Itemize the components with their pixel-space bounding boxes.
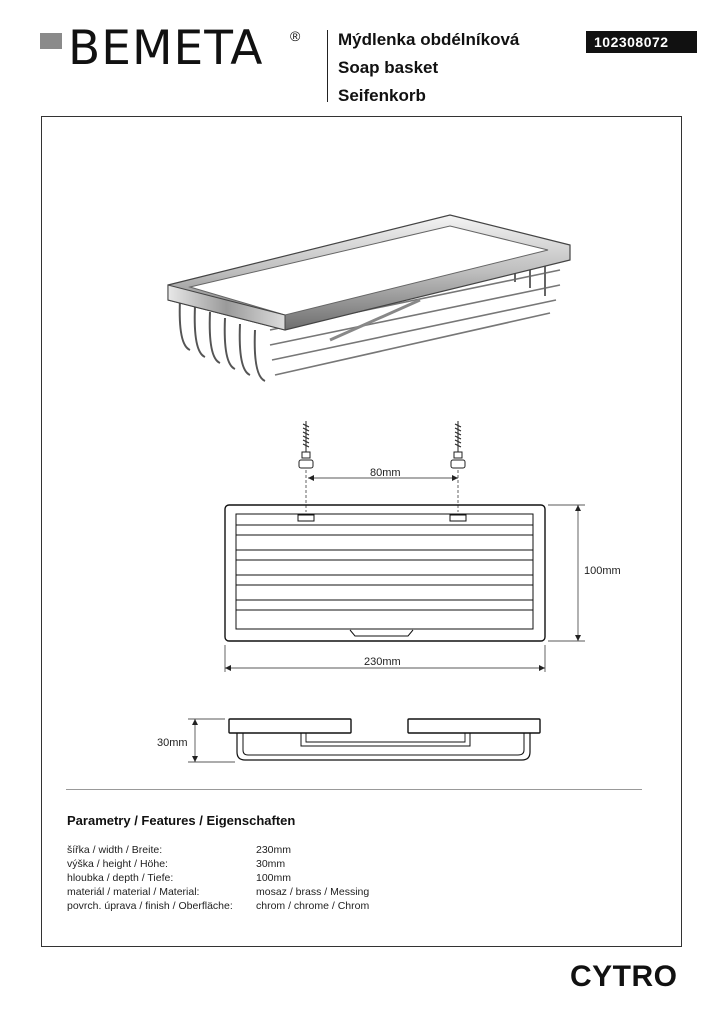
top-view [225, 505, 545, 641]
param-value: 30mm [256, 858, 286, 870]
param-row-finish [67, 899, 456, 913]
brand-name: BEMETA [68, 21, 264, 76]
side-view [229, 719, 540, 760]
mount-spacing-label: 80mm [370, 467, 401, 479]
title-de: Seifenkorb [338, 86, 426, 105]
param-label: hloubka / depth / Tiefe: [67, 872, 174, 884]
title-cs: Mýdlenka obdélníková [338, 30, 520, 49]
param-value: chrom / chrome / Chrom [256, 900, 370, 912]
title-en: Soap basket [338, 58, 439, 77]
height-dimension [188, 719, 235, 762]
product-code-badge: 102308072 [586, 31, 697, 53]
param-row-depth [67, 871, 456, 885]
depth-label: 100mm [584, 565, 621, 577]
screw-right [451, 421, 465, 468]
param-value: mosaz / brass / Messing [256, 886, 370, 898]
parameters-table [67, 843, 456, 913]
depth-dimension [548, 505, 585, 641]
param-row-height [67, 857, 456, 871]
param-label: povrch. úprava / finish / Oberfläche: [67, 900, 233, 912]
registered-mark: ® [290, 28, 301, 44]
param-label: šířka / width / Breite: [67, 844, 163, 856]
param-label: výška / height / Höhe: [67, 858, 168, 870]
product-illustration [168, 215, 570, 381]
width-label: 230mm [364, 656, 401, 668]
param-value: 230mm [256, 844, 292, 856]
param-label: materiál / material / Material: [67, 886, 200, 898]
screw-left [299, 421, 313, 468]
param-row-material [67, 885, 456, 899]
height-label: 30mm [157, 737, 188, 749]
section-divider [66, 789, 642, 790]
param-row-width [67, 843, 456, 857]
parameters-heading: Parametry / Features / Eigenschaften [67, 813, 296, 828]
param-value: 100mm [256, 872, 292, 884]
product-series-name: CYTRO [570, 960, 678, 993]
